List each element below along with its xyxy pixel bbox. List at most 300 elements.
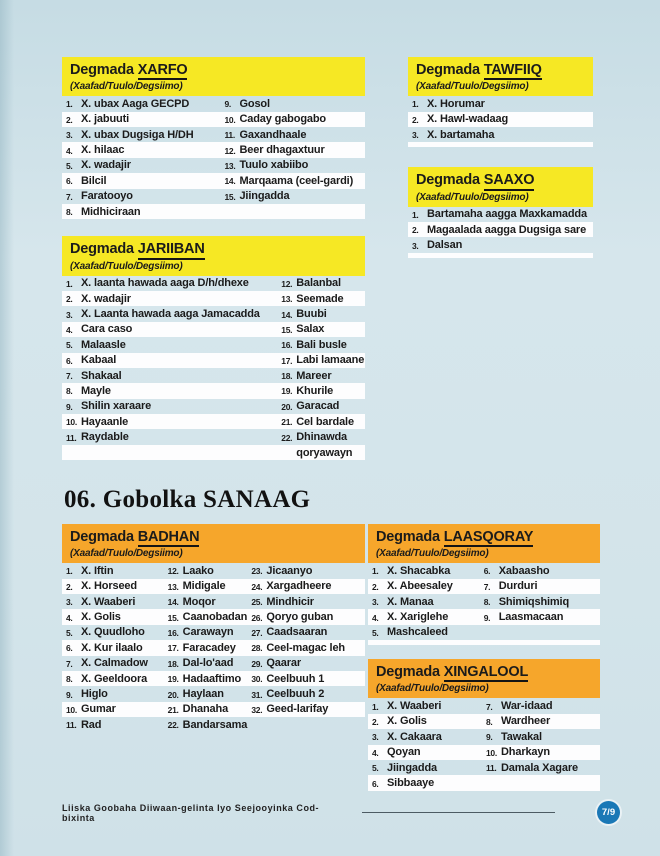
- list-row: [62, 656, 365, 671]
- item-text: Sibbaaye: [387, 777, 435, 790]
- item-number: 1.: [372, 701, 379, 712]
- item-text: Midhiciraan: [81, 205, 141, 218]
- list-item: [224, 190, 365, 202]
- item-number: 9.: [66, 401, 73, 412]
- section-title: [376, 665, 592, 682]
- list-row: [62, 717, 365, 732]
- list-item: [168, 626, 252, 638]
- list-row: [62, 579, 365, 594]
- item-number: 18.: [281, 371, 293, 382]
- item-number: 1.: [372, 566, 379, 577]
- list-row: [62, 96, 365, 111]
- list-item: [168, 673, 252, 685]
- item-text: Beer dhagaxtuur: [239, 144, 325, 157]
- item-number: 7.: [483, 581, 491, 592]
- item-number: 25.: [251, 597, 263, 608]
- list-item: [224, 129, 365, 141]
- item-number: 23.: [251, 566, 263, 577]
- section-degmada-jariiban: [62, 236, 365, 460]
- list-item: [251, 611, 365, 623]
- list-item: [66, 596, 168, 608]
- item-text: Laako: [182, 564, 214, 577]
- item-text: Higlo: [81, 688, 108, 701]
- footer-divider-line: [362, 812, 555, 813]
- item-number: 2.: [66, 114, 73, 125]
- item-text: Hadaaftimo: [182, 672, 242, 685]
- list-row: [62, 429, 365, 444]
- list-item: [484, 596, 600, 608]
- list-item: [224, 113, 365, 125]
- section-title-name: TAWFIIQ: [484, 63, 542, 80]
- list-item: [66, 370, 281, 382]
- list-item: [412, 113, 593, 125]
- section-title-prefix: Degmada: [70, 62, 134, 78]
- section-item-list: [408, 96, 593, 147]
- item-text: X. Laanta hawada aaga Jamacadda: [81, 308, 260, 321]
- item-text: Shimiqshimiq: [498, 595, 570, 608]
- list-item: [484, 580, 600, 592]
- item-number: 6.: [483, 566, 491, 577]
- item-text: Caday gabogabo: [239, 113, 326, 126]
- item-text: X. Kur ilaalo: [81, 641, 143, 654]
- section-subtitle: (Xaafad/Tuulo/Degsiimo): [416, 81, 529, 93]
- item-number: 13.: [224, 160, 236, 171]
- item-text: Buubi: [296, 308, 327, 321]
- item-text: Malaasle: [81, 338, 126, 351]
- item-number: 17.: [167, 643, 179, 654]
- item-number: 1.: [66, 566, 73, 577]
- item-number: 10.: [66, 704, 77, 715]
- list-item: [412, 129, 593, 141]
- item-text: War-idaad: [501, 700, 553, 713]
- item-number: 6.: [66, 643, 73, 654]
- item-text: X. Waaberi: [81, 595, 136, 608]
- list-item: [372, 700, 486, 712]
- item-number: 5.: [372, 627, 379, 638]
- list-item: [66, 339, 281, 351]
- item-text: Mindhicir: [266, 595, 314, 608]
- item-text: Jiingadda: [387, 761, 437, 774]
- list-item: [66, 400, 281, 412]
- list-item: [251, 673, 365, 685]
- item-number: 10.: [224, 114, 236, 125]
- item-text: X. hilaac: [81, 144, 125, 157]
- list-item: [281, 339, 365, 351]
- list-item: [66, 626, 168, 638]
- list-item: [372, 611, 484, 623]
- item-text: Tawakal: [501, 730, 542, 743]
- item-text: Caanobadan: [182, 611, 248, 624]
- list-row: [368, 729, 600, 744]
- list-item: [66, 354, 281, 366]
- list-item: [372, 715, 486, 727]
- item-number: 4.: [372, 747, 379, 758]
- item-text: Shilin xaraare: [81, 400, 152, 413]
- section-title: [70, 63, 357, 80]
- item-number: 19.: [281, 386, 293, 397]
- section-header: [368, 659, 600, 698]
- list-row: [62, 322, 365, 337]
- item-text: Gosol: [239, 97, 270, 110]
- list-item: [251, 626, 365, 638]
- section-degmada-xarfo: [62, 57, 365, 219]
- list-item: [281, 447, 365, 459]
- list-item: [372, 762, 486, 774]
- section-title-prefix: Degmada: [416, 172, 480, 189]
- list-row: [408, 237, 593, 252]
- item-text: Raydable: [81, 431, 129, 444]
- item-number: 15.: [281, 324, 293, 335]
- list-item: [486, 762, 600, 774]
- item-text: X. Horseed: [81, 580, 137, 593]
- item-number: 4.: [66, 145, 73, 156]
- top-right-column: [408, 57, 593, 258]
- list-row: [408, 222, 593, 237]
- list-item: [168, 719, 252, 731]
- list-item: [168, 565, 252, 577]
- item-number: 2.: [66, 581, 73, 592]
- list-item: [281, 385, 365, 397]
- item-number: 22.: [281, 432, 293, 443]
- section-title-prefix: Degmada: [416, 62, 480, 78]
- item-text: Xargadheere: [266, 580, 332, 593]
- list-item: [66, 144, 224, 156]
- list-row: [368, 563, 600, 578]
- section-title-prefix: Degmada: [70, 529, 134, 545]
- section-title-name: JARIIBAN: [138, 242, 205, 259]
- list-item: [66, 565, 168, 577]
- list-row: [368, 594, 600, 609]
- item-text: Ceelbuuh 1: [266, 672, 325, 685]
- list-item: [251, 688, 365, 700]
- item-number: 9.: [486, 732, 493, 743]
- item-number: 1.: [66, 278, 73, 289]
- item-number: 2.: [412, 225, 419, 236]
- item-number: 7.: [66, 191, 73, 202]
- list-row: [62, 399, 365, 414]
- list-row: [62, 337, 365, 352]
- item-text: Salax: [296, 323, 325, 336]
- list-row: [62, 306, 365, 321]
- item-text: Gaxandhaale: [239, 128, 307, 141]
- item-number: 4.: [372, 612, 379, 623]
- item-number: 6.: [66, 176, 73, 187]
- item-number: 11.: [224, 130, 235, 141]
- item-number: 4.: [66, 612, 73, 623]
- list-item: [281, 370, 365, 382]
- item-number: 1.: [412, 209, 419, 220]
- bottom-right-column: [368, 524, 600, 791]
- item-text: Jiingadda: [239, 190, 290, 203]
- item-number: 26.: [251, 612, 263, 623]
- item-text: Midigale: [182, 580, 226, 593]
- list-item: [412, 208, 593, 220]
- item-text: Xabaasho: [498, 564, 550, 577]
- list-item: [168, 611, 252, 623]
- item-number: 21.: [167, 704, 179, 715]
- item-text: X. wadajir: [81, 159, 131, 172]
- item-text: Haylaan: [182, 688, 224, 701]
- item-number: 3.: [372, 597, 379, 608]
- section-header: [408, 167, 593, 206]
- item-number: 8.: [66, 386, 73, 397]
- item-number: 9.: [66, 689, 73, 700]
- item-number: 4.: [66, 324, 73, 335]
- item-text: Wardheer: [501, 715, 551, 728]
- list-item: [224, 144, 365, 156]
- section-degmada-badhan: [62, 524, 365, 733]
- list-item: [66, 431, 281, 443]
- item-text: X. Xariglehe: [387, 611, 449, 624]
- item-text: X. Horumar: [427, 97, 485, 110]
- list-item: [486, 731, 600, 743]
- item-number: 18.: [167, 658, 179, 669]
- section-degmada-saaxo: [408, 167, 593, 257]
- item-number: 5.: [66, 627, 73, 638]
- item-number: 15.: [167, 612, 179, 623]
- item-text: Faratooyo: [81, 190, 133, 203]
- item-text: Gumar: [81, 703, 116, 716]
- list-row: [368, 775, 600, 790]
- item-number: 20.: [281, 401, 293, 412]
- list-item: [66, 98, 224, 110]
- item-number: 21.: [281, 417, 293, 428]
- list-item: [281, 431, 365, 443]
- section-title: [416, 63, 585, 80]
- list-item: [281, 293, 365, 305]
- item-number: 24.: [251, 581, 263, 592]
- item-text: X. Calmadow: [81, 657, 148, 670]
- list-item: [168, 642, 252, 654]
- item-number: [281, 452, 296, 453]
- item-number: 14.: [167, 597, 179, 608]
- item-number: 27.: [251, 627, 263, 638]
- item-number: 22.: [167, 720, 179, 731]
- item-number: 7.: [486, 701, 493, 712]
- bottom-left-column: [62, 524, 365, 733]
- item-number: 31.: [251, 689, 263, 700]
- section-title: [70, 242, 357, 259]
- item-number: 13.: [281, 294, 293, 305]
- item-text: Tuulo xabiibo: [239, 159, 309, 172]
- item-text: X. ubax Dugsiga H/DH: [81, 128, 194, 141]
- section-title: [70, 530, 357, 547]
- item-number: 8.: [483, 597, 491, 608]
- item-number: 15.: [224, 191, 236, 202]
- page-number-badge: 7/9: [597, 801, 620, 824]
- region-heading: 06. Gobolka SANAAG: [64, 486, 311, 513]
- section-subtitle: (Xaafad/Tuulo/Degsiimo): [70, 548, 183, 560]
- trailing-stripe: [368, 640, 600, 645]
- list-row: [62, 671, 365, 686]
- item-text: Jicaanyo: [266, 564, 313, 577]
- item-number: 20.: [167, 689, 179, 700]
- item-text: X. Golis: [387, 715, 427, 728]
- list-item: [66, 175, 224, 187]
- item-text: Bali busle: [296, 338, 347, 351]
- item-number: 6.: [372, 778, 379, 789]
- item-number: 13.: [167, 581, 179, 592]
- item-text: X. Manaa: [387, 595, 434, 608]
- list-item: [372, 596, 484, 608]
- item-number: 10.: [486, 747, 497, 758]
- list-item: [251, 565, 365, 577]
- item-number: 2.: [372, 716, 379, 727]
- list-row: [368, 579, 600, 594]
- section-subtitle: (Xaafad/Tuulo/Degsiimo): [376, 683, 489, 695]
- item-text: X. Abeesaley: [387, 580, 453, 593]
- item-text: Geed-larifay: [266, 703, 329, 716]
- list-row: [62, 204, 365, 219]
- item-text: Dharkayn: [501, 746, 550, 759]
- item-text: Bilcil: [81, 174, 107, 187]
- section-subtitle: (Xaafad/Tuulo/Degsiimo): [416, 191, 529, 203]
- section-title-prefix: Degmada: [376, 664, 440, 681]
- list-row: [62, 609, 365, 624]
- item-number: 11.: [66, 432, 77, 443]
- list-row: [62, 640, 365, 655]
- list-row: [408, 112, 593, 127]
- item-number: 2.: [372, 581, 379, 592]
- list-item: [412, 224, 593, 236]
- list-item: [486, 715, 600, 727]
- item-text: qoryawayn: [296, 446, 353, 459]
- item-text: Faracadey: [182, 641, 236, 654]
- item-number: 3.: [66, 130, 73, 141]
- list-item: [66, 688, 168, 700]
- list-row: [62, 414, 365, 429]
- section-title-prefix: Degmada: [70, 241, 134, 258]
- list-row: [62, 158, 365, 173]
- list-item: [66, 611, 168, 623]
- item-text: Bartamaha aagga Maxkamadda: [427, 208, 587, 221]
- item-number: 29.: [251, 658, 263, 669]
- list-item: [281, 308, 365, 320]
- item-text: Seemade: [296, 292, 344, 305]
- list-item: [281, 354, 365, 366]
- item-number: 8.: [66, 674, 73, 685]
- item-number: 30.: [251, 674, 263, 685]
- item-number: 1.: [412, 99, 419, 110]
- list-item: [251, 596, 365, 608]
- list-item: [412, 239, 593, 251]
- list-item: [486, 746, 600, 758]
- item-text: Qoryo guban: [266, 611, 334, 624]
- item-text: X. Iftin: [81, 564, 114, 577]
- item-number: 7.: [66, 658, 73, 669]
- section-title-name: LAASQORAY: [444, 530, 534, 547]
- item-text: Moqor: [182, 595, 216, 608]
- list-row: [62, 368, 365, 383]
- list-row: [368, 745, 600, 760]
- top-left-column: [62, 57, 365, 460]
- list-item: [281, 277, 365, 289]
- section-subtitle: (Xaafad/Tuulo/Degsiimo): [70, 260, 183, 272]
- list-item: [66, 642, 168, 654]
- list-row: [62, 563, 365, 578]
- item-number: 3.: [412, 130, 419, 141]
- section-degmada-laasqoray: [368, 524, 600, 645]
- list-item: [372, 580, 484, 592]
- item-number: 1.: [66, 99, 73, 110]
- list-item: [66, 190, 224, 202]
- item-text: Laasmacaan: [498, 611, 564, 624]
- item-text: Qaarar: [266, 657, 301, 670]
- section-title: [416, 173, 585, 190]
- list-item: [281, 323, 365, 335]
- section-item-list: [408, 207, 593, 258]
- item-text: X. Hawl-wadaag: [427, 113, 509, 126]
- list-item: [412, 98, 593, 110]
- list-item: [372, 626, 484, 638]
- item-number: 9.: [483, 612, 491, 623]
- item-text: Dhanaha: [182, 703, 229, 716]
- list-row: [368, 760, 600, 775]
- list-row: [408, 127, 593, 142]
- item-number: 28.: [251, 643, 263, 654]
- footer-title: Liiska Goobaha Diiwaan-gelinta Iyo Seejooyinka Cod-bixinta: [62, 802, 320, 823]
- item-number: 2.: [66, 294, 73, 305]
- list-item: [168, 596, 252, 608]
- item-text: X. Golis: [81, 611, 121, 624]
- list-item: [66, 113, 224, 125]
- list-row: [62, 276, 365, 291]
- item-text: Cara caso: [81, 323, 133, 336]
- item-text: Khurile: [296, 384, 334, 397]
- list-item: [251, 703, 365, 715]
- list-row: [62, 173, 365, 188]
- list-row: [368, 609, 600, 624]
- list-item: [372, 565, 484, 577]
- item-text: X. Geeldoora: [81, 672, 148, 685]
- list-item: [66, 206, 224, 218]
- list-row: [62, 353, 365, 368]
- list-item: [168, 580, 252, 592]
- item-number: 12.: [281, 278, 293, 289]
- item-text: Balanbal: [296, 277, 341, 290]
- item-number: 17.: [281, 355, 293, 366]
- item-text: Mayle: [81, 384, 111, 397]
- item-number: 3.: [66, 309, 73, 320]
- item-number: 3.: [372, 732, 379, 743]
- list-item: [281, 400, 365, 412]
- list-item: [486, 700, 600, 712]
- section-subtitle: (Xaafad/Tuulo/Degsiimo): [376, 548, 489, 560]
- list-item: [484, 565, 600, 577]
- item-number: 2.: [412, 114, 419, 125]
- page-footer: [62, 801, 620, 824]
- list-item: [224, 98, 365, 110]
- item-text: Durduri: [498, 580, 538, 593]
- item-text: X. Waaberi: [387, 700, 442, 713]
- item-text: Qoyan: [387, 746, 421, 759]
- list-item: [168, 703, 252, 715]
- list-item: [66, 293, 281, 305]
- item-number: 5.: [372, 763, 379, 774]
- item-text: X. Cakaara: [387, 730, 442, 743]
- item-text: Ceelbuuh 2: [266, 688, 325, 701]
- list-row: [368, 714, 600, 729]
- section-item-list: [368, 698, 600, 790]
- item-number: 6.: [66, 355, 73, 366]
- section-degmada-xingalool: [368, 659, 600, 791]
- section-subtitle: (Xaafad/Tuulo/Degsiimo): [70, 81, 183, 93]
- item-text: Mashcaleed: [387, 626, 448, 639]
- list-item: [66, 416, 281, 428]
- item-number: 16.: [281, 340, 293, 351]
- trailing-stripe: [408, 142, 593, 147]
- item-text: X. bartamaha: [427, 128, 495, 141]
